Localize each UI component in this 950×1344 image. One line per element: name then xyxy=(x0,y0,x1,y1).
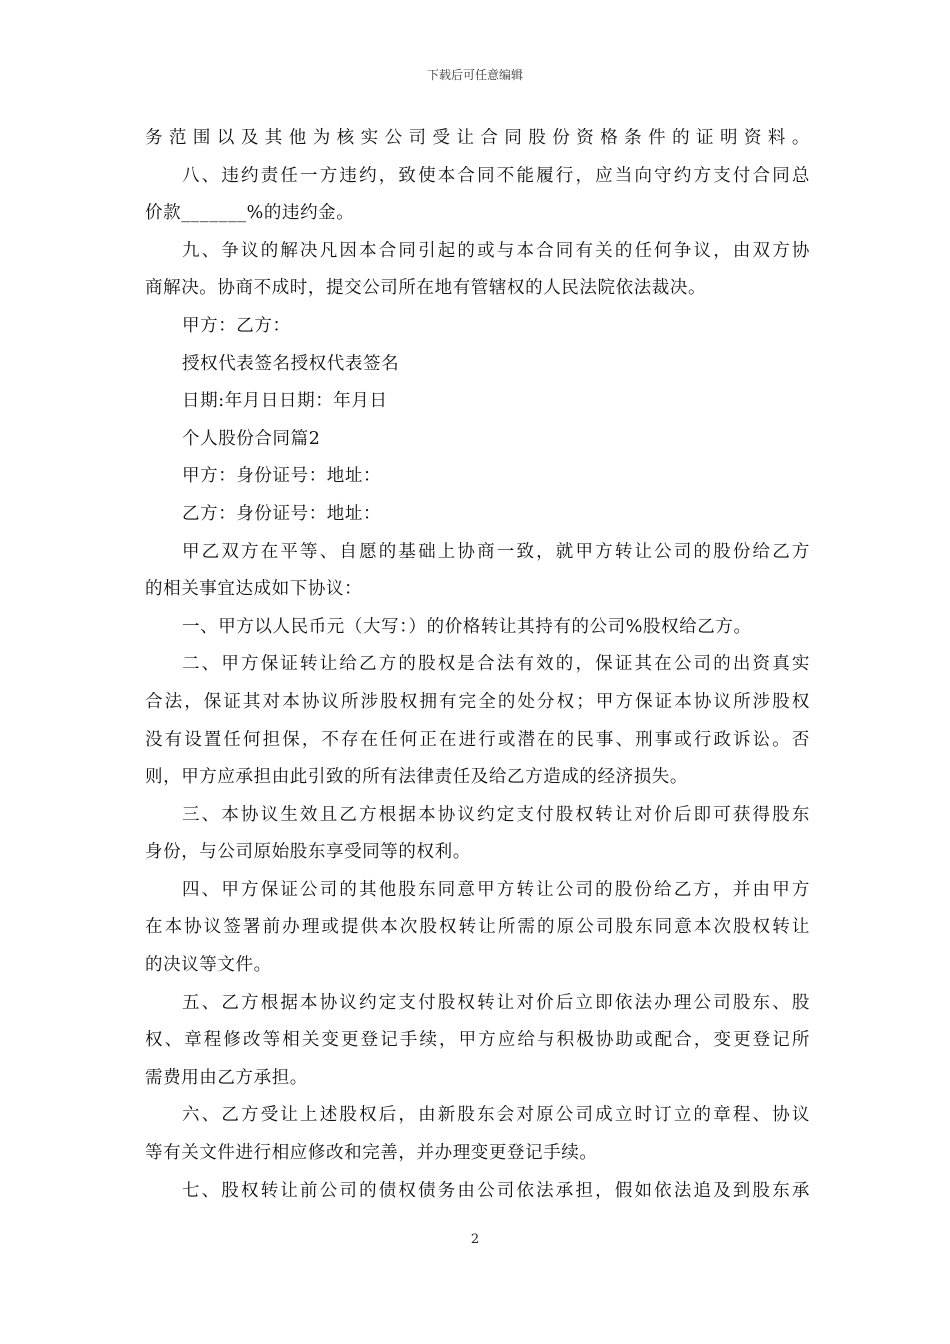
party-a-info-line: 甲方：身份证号：地址： xyxy=(182,466,382,487)
text-line: 需费用由乙方承担。 xyxy=(145,1067,308,1088)
clause-2-line: 二、甲方保证转让给乙方的股权是合法有效的，保证其在公司的出资真实 xyxy=(182,654,810,675)
document-body xyxy=(145,120,810,1210)
text-line: 价款_______%的违约金。 xyxy=(145,203,355,224)
text-line: 没有设置任何担保，不存在任何正在进行或潜在的民事、刑事或行政诉讼。否 xyxy=(145,729,810,750)
text-line: 则，甲方应承担由此引致的所有法律责任及给乙方造成的经济损失。 xyxy=(145,767,688,788)
signature-representatives-line: 授权代表签名授权代表签名 xyxy=(182,353,400,374)
clause-8-line: 八、违约责任一方违约，致使本合同不能履行，应当向守约方支付合同总 xyxy=(182,165,810,186)
clause-5-line: 五、乙方根据本协议约定支付股权转让对价后立即依法办理公司股东、股 xyxy=(182,992,810,1013)
text-line: 务范围以及其他为核实公司受让合同股份资格条件的证明资料。 xyxy=(145,128,810,148)
text-line: 的相关事宜达成如下协议： xyxy=(145,579,363,600)
party-b-info-line: 乙方：身份证号：地址： xyxy=(182,503,382,524)
text-line: 权、章程修改等相关变更登记手续，甲方应给与积极协助或配合，变更登记所 xyxy=(145,1030,810,1051)
page-header-note: 下载后可任意编辑 xyxy=(426,68,523,82)
page-number: 2 xyxy=(470,1232,480,1247)
text-line: 身份，与公司原始股东享受同等的权利。 xyxy=(145,842,471,863)
text-line: 商解决。协商不成时，提交公司所在地有管辖权的人民法院依法裁决。 xyxy=(145,278,707,299)
signature-parties-line: 甲方：乙方： xyxy=(182,315,291,336)
clause-3-line: 三、本协议生效且乙方根据本协议约定支付股权转让对价后即可获得股东 xyxy=(182,804,810,825)
clause-7-line: 七、股权转让前公司的债权债务由公司依法承担，假如依法追及到股东承 xyxy=(182,1180,810,1201)
signature-date-line: 日期:年月日日期：年月日 xyxy=(182,391,388,412)
clause-4-line: 四、甲方保证公司的其他股东同意甲方转让公司的股份给乙方，并由甲方 xyxy=(182,879,810,900)
section-title: 个人股份合同篇2 xyxy=(182,428,321,449)
text-line: 等有关文件进行相应修改和完善，并办理变更登记手续。 xyxy=(145,1143,598,1164)
clause-1-line: 一、甲方以人民币元（大写：）的价格转让其持有的公司%股权给乙方。 xyxy=(182,616,752,637)
clause-6-line: 六、乙方受让上述股权后，由新股东会对原公司成立时订立的章程、协议 xyxy=(182,1105,810,1126)
clause-9-line: 九、争议的解决凡因本合同引起的或与本合同有关的任何争议，由双方协 xyxy=(182,240,810,261)
text-line: 在本协议签署前办理或提供本次股权转让所需的原公司股东同意本次股权转让 xyxy=(145,917,810,938)
text-line: 合法，保证其对本协议所涉股权拥有完全的处分权；甲方保证本协议所涉股权 xyxy=(145,691,810,712)
text-line: 的决议等文件。 xyxy=(145,955,272,976)
preamble-line: 甲乙双方在平等、自愿的基础上协商一致，就甲方转让公司的股份给乙方 xyxy=(182,541,810,562)
